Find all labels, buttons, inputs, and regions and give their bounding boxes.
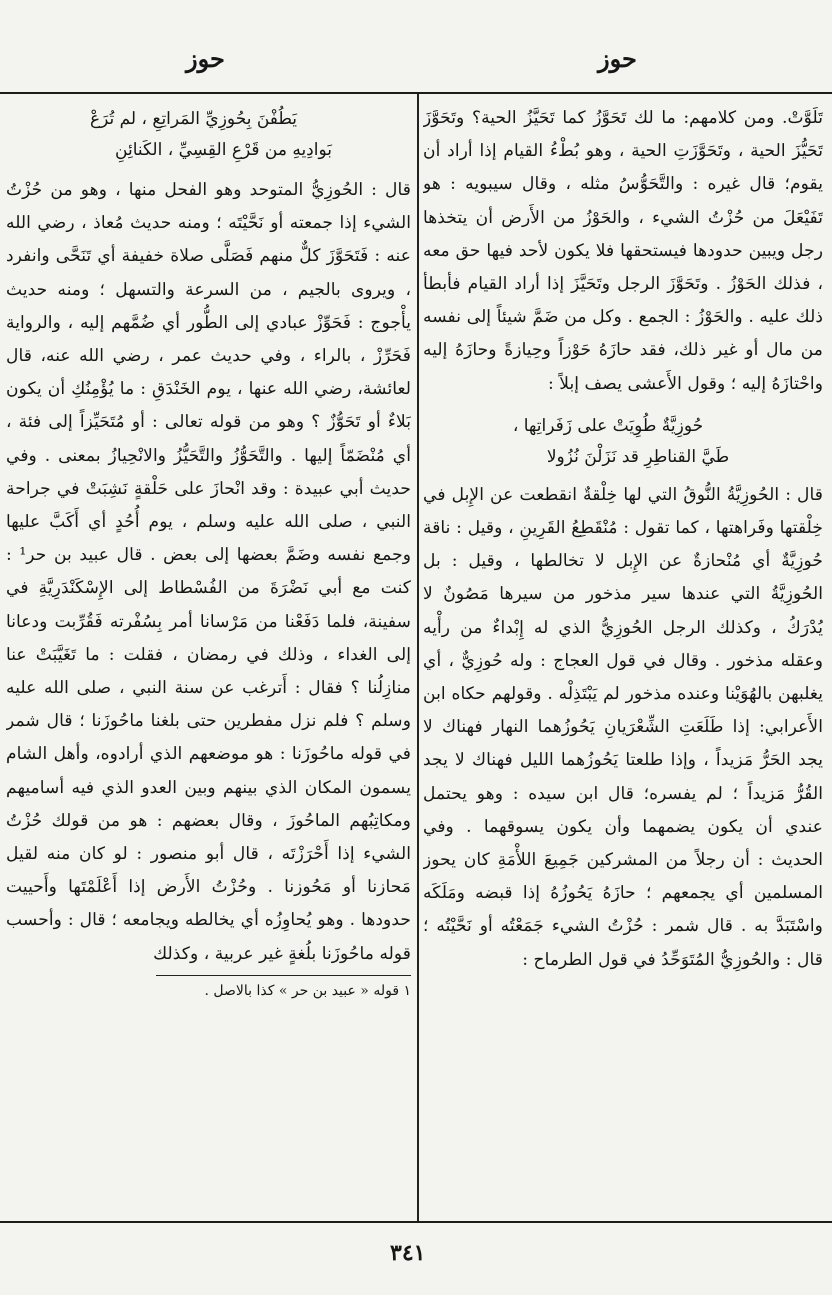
verse-line-2: طَيَّ القناطِرِ قد نَزَلْنَ نُزُولا: [546, 446, 730, 467]
verse-line-1: حُوزِيَّةٌ طُوِيَتْ على زَفَراتِها ،: [512, 415, 704, 436]
footnote-rule: [156, 975, 411, 976]
running-head-left: حوز: [186, 44, 225, 73]
left-column-verse: [6, 104, 411, 166]
bottom-rule: [0, 1221, 832, 1223]
footnote: ١ قوله « عبيد بن حر » كذا بالاصل .: [204, 982, 411, 999]
verse-line-2: بَوادِيهِ من قَرْعِ القِسِيِّ ، الكَنائِنِ: [115, 140, 332, 160]
right-column: [423, 102, 823, 1212]
running-head-right: حوز: [598, 44, 637, 73]
column-divider: [417, 94, 419, 1221]
top-rule: [0, 92, 832, 94]
page-number: ٣٤١: [390, 1240, 426, 1266]
left-column: [6, 102, 411, 1212]
right-column-paragraph-1: تَلَوَّتْ. ومن كلامهم: ما لك تَحَوَّزُ كما تَحَيَّزُ الحية؟ وتَحَوَّزَ تَحَيُّزَ الحية ، وتَحَوَّزَتِ الحية ، وهو بُطْءُ القيام إذا أراد أن يقوم؛ قال غيره : والتَّحَوُّسُ مثله ، وقال سيبويه : هو تَفَيْعَلَ من حُزْتُ الشيء ، والحَوْزُ من الأَرض أن يتخذها رجل ويبين حدودها فيستحقها فلا يكون لأحد فيها حق معه ، فذلك الحَوْزُ . وتَحَوَّزَ الرجل وتَحَيَّزَ إذا أراد القيام فأبطأ ذلك عليه . والحَوْزُ : الجمع . وكل من ضَمَّ شيئاً إلى نفسه من مال أو غير ذلك، فقد حازَهُ حَوْزاً وحِيازةً وحازَهُ إليه واحْتازَهُ إليه ؛ وقول الأَعشى يصف إبلاً :: [423, 108, 823, 394]
right-column-paragraph-2: قال : الحُوزِيَّةُ النُّوقُ التي لها خِلْقةٌ انقطعت عن الإِبل في خِلْقتها وفَراهتها ، كما تقول : مُنْقَطِعُ القَرِينِ ، وقيل : ناقة حُوزِيَّةٌ أي مُنْحازةٌ عن الإِبل لا تخالطها ، وقيل : بل الحُوزِيَّةُ التي عندها سير مذخور من سيرها مَصُونٌ لا يُدْرَكُ ، وكذلك الرجل الحُوزِيُّ الذي له إِبْداءٌ من رأْيه وعقله مذخور . وقال في قول العجاج : وله حُوزِيٌّ ، أي يغلبهن بالهُوَيْنا وعنده مذخور لم يَبْتَذِلْه . وقولهم حكاه ابن الأَعرابي: إذا طَلَعَتِ الشِّعْرَيانِ يَحُوزُهما النهار فهناك لا يجد الحَرُّ مَزيداً ، وإذا طلعتا يَحُوزُهما الليل فهناك لا يجد القُرُّ مَزيداً ؛ لم يفسره؛ قال ابن سيده : وهو يحتمل عندي أن يكون يضمهما وأن يكون يسوقهما . وفي الحديث : أن رجلاً من المشركين جَمِيعَ اللأْمَةِ كان يحوز المسلمين أي يجمعهم ؛ حازَهُ يَحُوزُهُ إذا قبضه ومَلَكَه واسْتَبَدَّ به . قال شمر : حُزْتُ الشيء جَمَعْتُه أو نَحَّيْتُه ؛ قال : والحُوزِيُّ المُتَوَحِّدُ في قول الطرماح :: [423, 484, 823, 970]
right-column-verse: [423, 411, 823, 473]
left-column-paragraph-1: قال : الحُوزِيُّ المتوحد وهو الفحل منها ، وهو من حُزْتُ الشيء إذا جمعته أو نَحَّيْتَه ؛ ومنه حديث مُعاذ ، رضي الله عنه : فَتَحَوَّزَ كلٌّ منهم فَصَلَّى صلاة خفيفة أي تَنَحَّى وانفرد ، ويروى بالجيم ، من السرعة والتسهل ؛ ومنه حديث يأْجوج : فَحَوِّزْ عبادي إلى الطُّور أي ضُمَّهم إليه ، والرواية فَحَرِّزْ ، بالراء ، وفي حديث عمر ، رضي الله عنه، قال لعائشة، رضي الله عنها ، يوم الخَنْدَقِ : ما يُؤْمِنُكِ أن يكون بَلاءٌ أو تَحَوُّزٌ ؟ وهو من قوله تعالى : أو مُتَحَيِّزاً إلى فئة ، أي مُنْضَمّاً إليها . والتَّحَوُّزُ والتَّحَيُّزُ والانْحِيازُ بمعنى . وفي حديث أبي عبيدة : وقد انْحازَ على حَلْقةٍ نَشِبَتْ في جراحة النبي ، صلى الله عليه وسلم ، يوم أُحُدٍ أي أَكَبَّ عليها وجمع نفسه وضَمَّ بعضها إلى بعض . قال عبيد بن حر¹ : كنت مع أبي نَضْرَةَ من الفُسْطاط إلى الإِسْكَنْدَرِيَّةِ في سفينة، فلما دَفَعْنا من مَرْسانا أمر بِسُفْرته فَقُرِّبت ودعانا إلى الغداء ، وذلك في رمضان ، فقلت : ما تَغَيَّبَتْ عنا منازِلُنا ؟ فقال : أَترغب عن سنة النبي ، صلى الله عليه وسلم ؟ فلم نزل مفطرين حتى بلغنا ماحُوزَنا ؛ قال شمر في قوله ماحُوزَنا : هو موضعهم الذي أرادوه، وأهل الشام يسمون المكان الذي بينهم وبين العدو الذي فيه أساميهم ومكاتِبُهم الماحُوزَ ، وقال بعضهم : هو من قولك حُزْتُ الشيء إذا أَحْرَزْتَه ، قال أبو منصور : لو كان منه لقيل مَحازنا أو مَحُوزنا . وحُزْتُ الأَرض إذا أَعْلَمْتَها وأَحييت حدودها . وهو يُحاوِزُه أي يخالطه ويجامعه ؛ قال : وأحسب قوله ماحُوزَنا بلُغةٍ غير عربية ، وكذلك: [6, 180, 411, 964]
verse-line-1: يَطُفْنَ بِحُوزِيِّ المَراتِعِ ، لم تُرَعْ: [89, 109, 298, 129]
